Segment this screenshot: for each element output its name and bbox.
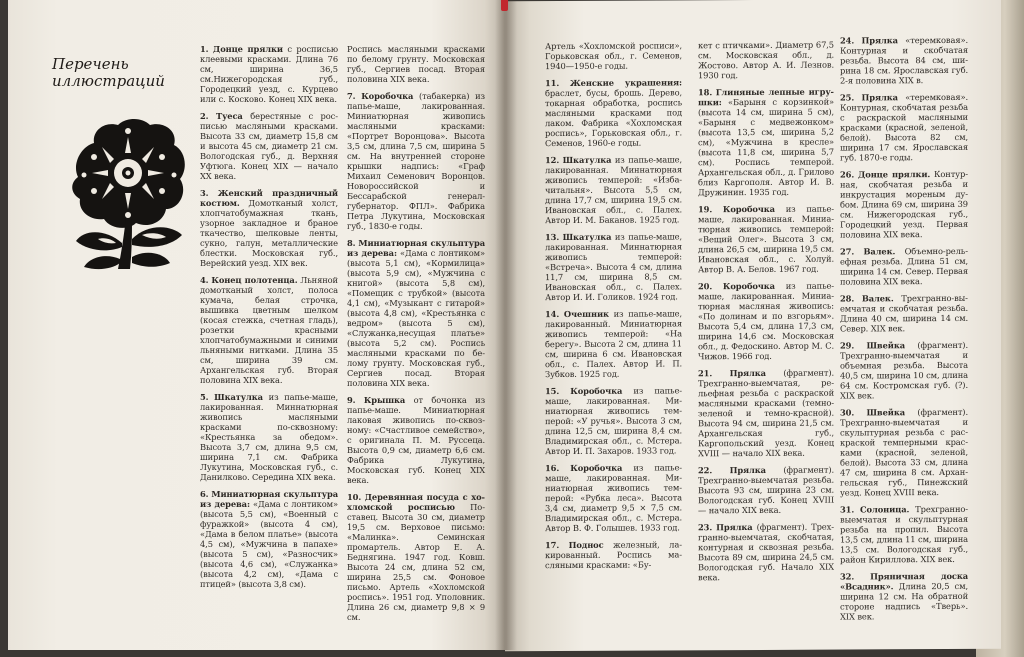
entry-number: 29. [840,340,855,351]
entry-title: Прялка [729,367,766,379]
catalog-entry [840,504,968,565]
entry-title: Донце прялки. [858,169,931,180]
entry-number: 19. [698,204,713,215]
entry-title: Шкатулка [562,231,612,242]
catalog-entry [840,246,968,287]
entry-number: 2. [200,111,209,121]
catalog-entry [545,154,682,225]
entry-text: «теремковая». Контурная, скобчатая резьба с раскраской масляными красками (красной, зеленой, белой). Высота 82 см, ширина 17 см. Ярославская губ. 1870-е годы. [840,91,968,163]
entry-text: Льняной домотканый холст, полоса кумача, белая строчка, вышивка цветным шелком (косая стежка, счетная гладь), розетки красными хлопчатобумажными и синими льняными нитками. Длина 35 см, ширина 39 см. Архангельская губ. Вторая половина XIX века. [200,275,338,385]
catalog-entry [840,571,968,622]
entry-title: Валек. [861,293,894,304]
entry-title: Очешник [563,308,609,319]
entry-text: «Дама с лонтиком» (высота 5,5 см), «Военный с фуражкой» (высота 4 см), «Дама в белом платье» (высота 4,5 см), «Мужчина в папахе» (высота 5 см), «Разносчик» (высота 4,6 см), «Служанка» (высота 4,2 см), «Дама с птицей» (высота 3,8 см). [200,499,338,589]
entry-number: 9. [347,395,356,405]
entry-title: Швейка [866,407,906,418]
entry-title: Пряничная доска «Всадник». [840,570,968,592]
entry-text: Поставец. Высота 30 см, диаметр 19,5 см. Верховое письмо: «Малинка». Семинская промартель. Автор Е. А. Беднягина. 1947 год. Ковш. Высота 24 см, длина 52 см, ширина 25,5 см. Фоновое письмо. Артель «Хохломской роспись». 1951 год. Уполовник. Длина 26 см, диаметр 9,8 × 9 см. [347,502,485,622]
entry-number: 31. [840,504,855,515]
entry-text: Артель «Хохломской росписи», Горьковская обл., г. Семенов, 1940—1950-е годы. [545,40,682,72]
entry-title: Коробочка [722,203,775,215]
entry-number: 22. [698,465,713,476]
catalog-entry [200,392,338,482]
entry-text: с росписью клеевыми красками. Длина 76 см, ширина 36,5 см.Нижегородская губ., Городецкий уезд, с. Курцево или с. Косково. Конец XIX века. [200,44,338,104]
entry-text: железный, лакированный. Роспись масляными красками: «Бу- [545,539,682,571]
entry-text: из папье-маше, лакированная. Миниатюрная живопись темперой: «Рубка леса». Высота 3,4 см, диаметр 9,5 × 7,5 см. Владимирская обл., с. Мстера. Автор В. Ф. Голышев. 1933 год. [545,462,682,534]
entry-number: 28. [840,293,855,304]
catalog-entry [545,308,682,379]
entry-number: 3. [200,188,209,198]
bookmark-ribbon [501,0,508,11]
entry-number: 16. [545,463,560,474]
entry-text: «теремковая». Контурная и скобчатая резьба. Высота 84 см, ширина 18 см. Ярославская губ. 2-я половина XIX в. [840,34,968,86]
entry-text: Трехгранно-выемчатая и скобчатая резьба. Длина 40 см, ширина 14 см. Север. XIX век. [840,292,968,334]
entry-title: Солоница. [860,504,910,515]
entry-text: Контурная, скобчатая резьба и инкрустация мореным дубом. Длина 69 см, ширина 39 см. Нижегородская губ., Городецкий уезд. Первая половина XIX века. [840,168,968,240]
entry-number: 25. [840,92,855,103]
entry-number: 4. [200,275,209,285]
entry-text: от бочонка из папье-маше. Миниатюрная лаковая живопись по-сквозному: «Счастливое семейство», с оригинала П. М. Руссеца. Высота 0,9 см, диаметр 6,6 см. Фабрика Лукутина, Московская губ. Конец XIX века. [347,395,485,485]
catalog-entry [347,44,485,84]
entry-text: из папье-маше, лакированная. Миннатюрная живопись темперой: «Изба-читальня». Высота 5,5 см, длина 17,7 см, ширина 19,5 см. Ивановская обл., с. Палех. Автор И. М. Баканов. 1925 год. [545,154,682,226]
entry-text: из папье-маше, лакированная. Миниатюрная живопись темперой: «Вещий Олег». Высота 3 см, длина 26,5 см, ширина 19,5 см. Ивановская обл., с. Холуй. Автор В. А. Белов. 1967 год. [698,203,834,275]
catalog-entry [347,492,485,622]
book-spine [495,0,517,650]
entry-number: 6. [200,489,209,499]
entry-title: Прялка [861,35,898,46]
catalog-entry [840,293,968,334]
catalog-entry [698,522,834,583]
entry-title: Шкатулка [562,154,612,165]
entry-text: (табакерка) из папье-маше, лакированная. Миниатюрная живопись масляными красками: «Портрет Воронцова». Высота 3,5 см, длина 7,5 см, ширина 5 см. На внутренней стороне крышки надпись: «Граф Михаил Семенович Воронцов. Новороссийской и Бессарабской генерал-губернатор. ФПЛ». Фабрика Петра Лукутина, Московская губ., 1830-е годы. [347,91,485,231]
catalog-entry [698,40,834,81]
entry-text: из папье-маше, лакированная. Миниатюрная живопись темперой: «У ручья». Высота 3 см, длина 12,5 см, ширина 8,4 см. Владимирская обл., с. Мстера. Автор И. П. Захаров. 1933 год. [545,385,682,457]
catalog-entry [347,395,485,485]
entry-title: Женские украшения: [569,77,682,88]
catalog-entry [840,169,968,240]
entry-text: из папье-маше, лакированная. Миннатюрная живопись масляными красками по-сквозному: «Крестьянка за обедом». Высота 3,7 см, длина 9,5 см, ширина 7,1 см. Фабрика Лукутина, Московская губ., с. Данилково. Середина XIX века. [200,392,338,482]
catalog-entry [200,188,338,268]
catalog-entry [347,238,485,388]
entry-title: Прялка [861,92,898,103]
catalog-entry [545,40,682,71]
flower-ornament-icon [70,117,188,272]
entry-title: Деревянная посуда с хохломской росписью [347,492,485,512]
entry-title: Прялка [716,522,753,533]
catalog-entry [200,111,338,181]
text-column-1 [200,44,338,596]
text-column-5 [840,35,968,629]
catalog-entry [545,77,682,148]
entry-number: 15. [545,386,560,397]
entry-number: 26. [840,169,855,180]
entry-text: (фрагмент). Трехгранно-выемчатая и скульптурная резьба с раскраской темперными красками (красной, зеленой, белой). Высота 33 см, длина 47 см, ширина 8 см. Архангельская губ., Пинежский уезд. Конец XVIII века. [840,406,968,498]
entry-title: Коробочка [570,385,623,396]
text-column-4 [698,40,834,590]
entry-text: (фрагмент). Трехгранно-выемчатая, скобчатая, контурная и сквозная резьба. Высота 89 см, ширина 24,5 см. Вологодская губ. Начало XIX века. [698,521,835,583]
entry-text: Длина 20,5 см, ширина 12 см. На обратной стороне надпись «Тверь». XIX век. [840,580,968,622]
entry-number: 7. [347,91,356,101]
entry-title: Швейка [866,340,906,351]
entry-number: 27. [840,246,855,257]
entry-title: Туеса [216,111,243,121]
catalog-entry [698,204,834,275]
catalog-entry [347,91,485,231]
entry-number: 17. [545,540,560,551]
entry-text: Трехгранно-выемчатая и скульптурная резьба на пропил. Высота 13,5 см, длина 11 см, ширина 13,5 см. Вологодская губ., район Кириллова. XIX век. [840,503,968,565]
entry-number: 32. [840,571,855,582]
catalog-entry [200,489,338,589]
entry-number: 8. [347,238,356,248]
entry-title: Миниатюрная скульптура из дерева: [347,238,485,258]
catalog-entry [545,231,682,302]
entry-text: берестяные с росписью масляными красками. Высота 33 см, диаметр 15,8 см и высота 45 см, диаметр 21 см. Вологодская губ., д. Верхняя Уфтюга. Конец XIX — начало XX века. [200,111,338,181]
entry-text: (фрагмент). Трехгранно-выемчатая и объемная резьба. Высота 40,5 см, ширина 10 см, длина 64 см. Костромская губ. (?). XIX век. [840,339,968,401]
entry-text: Объемно-рельефная резьба. Длина 51 см, ширина 14 см. Север. Первая половина XIX века. [840,245,968,287]
entry-text: «Дама с лонтиком» (высота 5,1 см), «Кормилица» (высота 5,9 см), «Мужчина с книгой» (высота 5,8 см), «Помещик с трубкой» (высота 4,1 см), «Музыкант с гитарой» (высота 4,8 см), «Крестьянка с ведром» (высота 5 см), «Служанка,несущая платье» (высота 5,2 см). Роспись масляными красками по белому грунту. Московская губ., Сергиев посад. Вторая половина XIX века. [347,248,485,388]
page-heading: Перечень иллюстраций [52,55,165,90]
entry-title: Донце прялки [212,44,283,54]
entry-number: 11. [545,78,560,89]
catalog-entry [840,35,968,86]
entry-title: Глиняные лепные игрушки: [698,86,834,108]
entry-text: Домотканый холст, хлопчатобумажная ткань, узорное закладное и браное ткачество, шелковые ленты, сукно, галун, металлические блестки. Московская губ., Верейский уезд. XIX век. [200,198,338,268]
entry-title: Коробочка [361,91,414,101]
entry-number: 30. [840,407,855,418]
entry-number: 18. [698,87,713,98]
catalog-entry [840,92,968,163]
entry-title: Крышка [363,395,406,405]
catalog-entry [545,385,682,456]
entry-title: Прялка [729,464,766,476]
entry-title: Миниатюрная скульптура из дерева: [200,489,338,509]
entry-text: (фрагмент). Трехгранно-выемчатая резьба. Высота 93 см, ширина 23 см. Вологодская губ. Конец XVIII — начало XIX века. [698,464,834,516]
entry-text: из папье-маше, лакированный. Миниатюрная живопись темперой: «На берегу». Высота 2 см, длина 11 см, ширина 6 см. Ивановская обл., с. Палех. Автор И. П. Зубков. 1925 год. [545,308,682,380]
catalog-entry [698,368,834,459]
entry-title: Конец полотенца. [211,275,298,285]
entry-number: 14. [545,309,560,320]
entry-text: браслет, бусы, брошь. Дерево, токарная обработка, роспись масляными красками под лаком. Фабрика «Хохломская роспись», Горьковская обл., г. Семенов, 1960-е годы. [545,87,682,149]
catalog-entry [698,87,834,198]
catalog-entry [545,462,682,533]
entry-number: 23. [698,522,713,533]
catalog-entry [698,281,834,362]
text-column-3 [545,40,682,577]
entry-title: Шкатулка [214,392,263,402]
entry-title: Поднос [568,539,604,550]
catalog-entry [698,465,834,516]
left-page [8,0,505,650]
catalog-entry [200,44,338,104]
catalog-entry [840,407,968,498]
entry-number: 1. [200,44,209,54]
open-book [8,0,1008,650]
catalog-entry [545,539,682,570]
entry-text: (фрагмент). Трехгранно-выемчатая, рельефная резьба с раскраской масляными красками (темно-зеленой и темно-красной). Высота 94 см, ширина 21,5 см. Архангельская губ., Каргопольский уезд. Конец XVIII — начало XIX века. [698,367,834,459]
entry-text: из папье-маше, лакированная. Миниатюрная масляная живопись: «По долинам и по взгорьям». Высота 5,4 см, длина 17,3 см, ширина 14,6 см. Московская обл., д. Федоскино. Автор М. С. Чижов. 1966 год. [698,280,834,362]
catalog-entry [840,340,968,401]
entry-title: Коробочка [570,462,623,473]
entry-title: Коробочка [722,280,775,292]
entry-number: 20. [698,281,713,292]
catalog-entry [200,275,338,385]
entry-number: 21. [698,368,713,379]
entry-title: Валек. [863,246,896,257]
entry-text: из папье-маше, лакированная. Миннатюрная живопись темперой: «Встреча». Высота 4 см, длина 11,7 см, ширина 8,5 см. Ивановская обл., с. Палех. Автор И. И. Голиков. 1924 год. [545,231,682,303]
text-column-2 [347,44,485,629]
entry-number: 12. [545,155,560,166]
right-page [505,0,1001,651]
entry-text: Роспись масляными красками по белому грунту. Московская губ., Сергиев посад. Вторая половина XIX века. [347,44,485,84]
entry-text: кет с птичками». Диаметр 67,5 см. Московская обл., д. Жостово. Автор А. И. Лезнов. 1930 год. [698,39,834,81]
entry-number: 10. [347,492,362,502]
entry-title: Женский праздничный костюм. [200,188,338,208]
entry-number: 5. [200,392,209,402]
entry-number: 13. [545,232,560,243]
entry-text: «Барыня с корзинкой» (высота 14 см, ширина 5 см), «Барыня с медвежонком» (высота 13,5 см, ширина 5,2 см), «Мужчина в кресле» (высота 11,8 см, ширина 5,7 см). Роспись темперой. Архангельская обл., д. Грилово близ Каргополя. Автор И. В. Дружинин. 1935 год. [698,96,834,198]
entry-number: 24. [840,35,855,46]
